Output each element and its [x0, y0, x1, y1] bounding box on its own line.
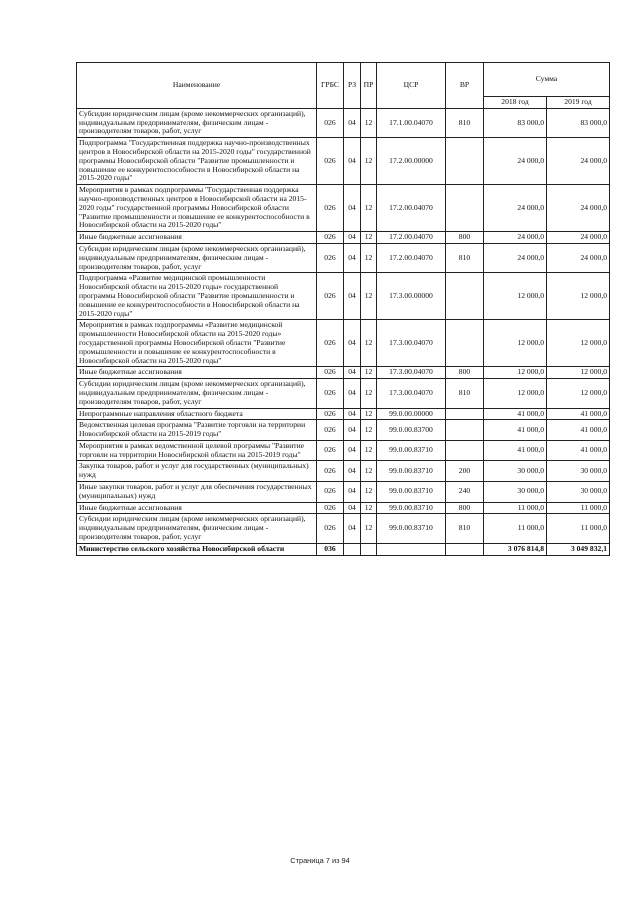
cell-name: Иные бюджетные ассигнования — [77, 367, 317, 379]
cell-grbs: 026 — [317, 440, 344, 461]
header-sum: Сумма — [484, 63, 610, 97]
cell-rz: 04 — [344, 232, 361, 244]
cell-grbs: 026 — [317, 514, 344, 543]
table-row — [77, 543, 610, 555]
cell-sum-2018: 11 000,0 — [484, 502, 547, 514]
budget-table — [76, 62, 610, 556]
cell-vr — [446, 543, 484, 555]
cell-sum-2018: 30 000,0 — [484, 482, 547, 503]
cell-name: Субсидии юридическим лицам (кроме некоммерческих организаций), индивидуальным предпринимателям, физическим лицам - производителям товаров, работ, услуг — [77, 243, 317, 272]
cell-rz: 04 — [344, 320, 361, 367]
cell-sum-2019: 24 000,0 — [547, 232, 610, 244]
cell-grbs: 026 — [317, 108, 344, 137]
cell-vr: 200 — [446, 461, 484, 482]
cell-sum-2018: 3 076 814,8 — [484, 543, 547, 555]
cell-csr: 17.2.00.04070 — [377, 243, 446, 272]
cell-sum-2019: 11 000,0 — [547, 502, 610, 514]
table-body — [77, 108, 610, 555]
cell-sum-2018: 11 000,0 — [484, 514, 547, 543]
cell-vr: 800 — [446, 232, 484, 244]
cell-rz: 04 — [344, 243, 361, 272]
cell-rz: 04 — [344, 138, 361, 185]
cell-sum-2019: 11 000,0 — [547, 514, 610, 543]
cell-name: Подпрограмма "Государственная поддержка научно-производственных центров в Новосибирской области на 2015-2020 годы" государственной программы Новосибирской области "Развитие промышленности и повышение ее конкурентоспособности в Новосибирской области на 2015-2020 годы" — [77, 138, 317, 185]
cell-csr: 17.2.00.04070 — [377, 185, 446, 232]
cell-grbs: 026 — [317, 367, 344, 379]
cell-rz: 04 — [344, 461, 361, 482]
cell-sum-2019: 41 000,0 — [547, 420, 610, 441]
cell-vr — [446, 320, 484, 367]
cell-rz: 04 — [344, 379, 361, 408]
table-row — [77, 367, 610, 379]
cell-vr — [446, 185, 484, 232]
cell-pr: 12 — [361, 408, 377, 420]
cell-pr: 12 — [361, 420, 377, 441]
cell-csr: 99.0.00.83710 — [377, 502, 446, 514]
cell-rz: 04 — [344, 273, 361, 320]
table-row — [77, 320, 610, 367]
cell-sum-2019: 30 000,0 — [547, 461, 610, 482]
cell-name: Мероприятия в рамках ведомственной целевой программы "Развитие торговли на территории Новосибирской области на 2015-2019 годы" — [77, 440, 317, 461]
table-row — [77, 502, 610, 514]
cell-name: Субсидии юридическим лицам (кроме некоммерческих организаций), индивидуальным предпринимателям, физическим лицам - производителям товаров, работ, услуг — [77, 379, 317, 408]
cell-sum-2019: 12 000,0 — [547, 273, 610, 320]
cell-name: Иные закупки товаров, работ и услуг для обеспечения государственных (муниципальных) нужд — [77, 482, 317, 503]
cell-name: Иные бюджетные ассигнования — [77, 502, 317, 514]
cell-sum-2018: 24 000,0 — [484, 232, 547, 244]
cell-vr: 800 — [446, 367, 484, 379]
cell-grbs: 026 — [317, 482, 344, 503]
cell-vr — [446, 420, 484, 441]
header-year-2018: 2018 год — [484, 97, 547, 109]
cell-sum-2019: 24 000,0 — [547, 243, 610, 272]
cell-rz: 04 — [344, 482, 361, 503]
cell-sum-2019: 83 000,0 — [547, 108, 610, 137]
cell-sum-2018: 41 000,0 — [484, 420, 547, 441]
cell-csr: 17.3.00.04070 — [377, 367, 446, 379]
cell-name: Ведомственная целевая программа "Развитие торговли на территории Новосибирской области на 2015-2019 годы" — [77, 420, 317, 441]
cell-name: Субсидии юридическим лицам (кроме некоммерческих организаций), индивидуальным предпринимателям, физическим лицам - производителям товаров, работ, услуг — [77, 514, 317, 543]
cell-csr: 99.0.00.83710 — [377, 461, 446, 482]
table-row — [77, 138, 610, 185]
cell-pr: 12 — [361, 461, 377, 482]
cell-sum-2019: 41 000,0 — [547, 440, 610, 461]
cell-rz: 04 — [344, 185, 361, 232]
cell-grbs: 026 — [317, 243, 344, 272]
cell-pr: 12 — [361, 185, 377, 232]
cell-pr: 12 — [361, 243, 377, 272]
cell-sum-2019: 24 000,0 — [547, 138, 610, 185]
cell-pr: 12 — [361, 367, 377, 379]
cell-csr: 99.0.00.83710 — [377, 440, 446, 461]
cell-pr: 12 — [361, 232, 377, 244]
cell-grbs: 026 — [317, 502, 344, 514]
cell-name: Непрограммные направления областного бюджета — [77, 408, 317, 420]
table-row — [77, 232, 610, 244]
cell-rz: 04 — [344, 502, 361, 514]
header-year-2019: 2019 год — [547, 97, 610, 109]
cell-name: Мероприятия в рамках подпрограммы "Государственная поддержка научно-производственных центров в Новосибирской области на 2015-2020 годы" государственной программы Новосибирской области "Развитие промышленности и повышение ее конкурентоспособности в Новосибирской области на 2015-2020 годы" — [77, 185, 317, 232]
cell-rz: 04 — [344, 367, 361, 379]
cell-name: Министерство сельского хозяйства Новосибирской области — [77, 543, 317, 555]
cell-pr: 12 — [361, 502, 377, 514]
cell-vr — [446, 408, 484, 420]
cell-vr: 810 — [446, 108, 484, 137]
cell-vr — [446, 440, 484, 461]
cell-vr: 800 — [446, 502, 484, 514]
cell-grbs: 026 — [317, 408, 344, 420]
header-grbs: ГРБС — [317, 63, 344, 109]
cell-sum-2019: 24 000,0 — [547, 185, 610, 232]
cell-csr: 17.3.00.04070 — [377, 320, 446, 367]
table-row — [77, 420, 610, 441]
cell-sum-2019: 41 000,0 — [547, 408, 610, 420]
cell-pr: 12 — [361, 482, 377, 503]
cell-grbs: 026 — [317, 138, 344, 185]
cell-name: Субсидии юридическим лицам (кроме некоммерческих организаций), индивидуальным предпринимателям, физическим лицам - производителям товаров, работ, услуг — [77, 108, 317, 137]
cell-sum-2018: 12 000,0 — [484, 320, 547, 367]
header-pr: ПР — [361, 63, 377, 109]
cell-grbs: 026 — [317, 232, 344, 244]
header-name: Наименование — [77, 63, 317, 109]
cell-rz — [344, 543, 361, 555]
cell-sum-2019: 30 000,0 — [547, 482, 610, 503]
cell-csr: 99.0.00.83700 — [377, 420, 446, 441]
cell-grbs: 026 — [317, 273, 344, 320]
cell-name: Мероприятия в рамках подпрограммы «Развитие медицинской промышленности Новосибирской области на 2015-2020 годы» государственной программы Новосибирской области "Развитие промышленности и повышение ее конкурентоспособности в Новосибирской области на 2015-2020 годы" — [77, 320, 317, 367]
cell-sum-2019: 12 000,0 — [547, 320, 610, 367]
cell-csr: 99.0.00.00000 — [377, 408, 446, 420]
cell-pr: 12 — [361, 108, 377, 137]
cell-csr: 17.2.00.04070 — [377, 232, 446, 244]
cell-name: Иные бюджетные ассигнования — [77, 232, 317, 244]
cell-sum-2018: 24 000,0 — [484, 138, 547, 185]
table-header — [77, 63, 610, 109]
cell-csr: 17.2.00.00000 — [377, 138, 446, 185]
table-row — [77, 108, 610, 137]
header-vr: ВР — [446, 63, 484, 109]
cell-csr: 99.0.00.83710 — [377, 482, 446, 503]
cell-name: Подпрограмма «Развитие медицинской промышленности Новосибирской области на 2015-2020 годы» государственной программы Новосибирской области "Развитие промышленности и повышение ее конкурентоспособности в Новосибирской области на 2015-2020 годы" — [77, 273, 317, 320]
cell-pr — [361, 543, 377, 555]
cell-pr: 12 — [361, 379, 377, 408]
cell-pr: 12 — [361, 138, 377, 185]
cell-vr: 810 — [446, 243, 484, 272]
cell-vr — [446, 273, 484, 320]
cell-vr: 810 — [446, 514, 484, 543]
cell-csr: 17.1.00.04070 — [377, 108, 446, 137]
cell-vr: 240 — [446, 482, 484, 503]
table-row — [77, 273, 610, 320]
cell-sum-2018: 12 000,0 — [484, 273, 547, 320]
cell-sum-2018: 24 000,0 — [484, 185, 547, 232]
cell-sum-2018: 41 000,0 — [484, 440, 547, 461]
cell-csr: 99.0.00.83710 — [377, 514, 446, 543]
cell-grbs: 026 — [317, 420, 344, 441]
table-row — [77, 408, 610, 420]
table-row — [77, 243, 610, 272]
table-row — [77, 379, 610, 408]
table-row — [77, 514, 610, 543]
table-row — [77, 185, 610, 232]
cell-rz: 04 — [344, 440, 361, 461]
cell-csr — [377, 543, 446, 555]
cell-name: Закупка товаров, работ и услуг для государственных (муниципальных) нужд — [77, 461, 317, 482]
cell-csr: 17.3.00.00000 — [377, 273, 446, 320]
cell-sum-2019: 12 000,0 — [547, 367, 610, 379]
cell-sum-2018: 12 000,0 — [484, 379, 547, 408]
cell-pr: 12 — [361, 320, 377, 367]
cell-grbs: 036 — [317, 543, 344, 555]
cell-grbs: 026 — [317, 461, 344, 482]
header-csr: ЦСР — [377, 63, 446, 109]
cell-rz: 04 — [344, 108, 361, 137]
cell-rz: 04 — [344, 514, 361, 543]
cell-rz: 04 — [344, 420, 361, 441]
cell-sum-2019: 12 000,0 — [547, 379, 610, 408]
cell-rz: 04 — [344, 408, 361, 420]
cell-pr: 12 — [361, 440, 377, 461]
cell-grbs: 026 — [317, 320, 344, 367]
header-rz: РЗ — [344, 63, 361, 109]
cell-sum-2018: 24 000,0 — [484, 243, 547, 272]
table-row — [77, 482, 610, 503]
table-row — [77, 440, 610, 461]
cell-pr: 12 — [361, 514, 377, 543]
cell-vr — [446, 138, 484, 185]
table-row — [77, 461, 610, 482]
cell-sum-2018: 41 000,0 — [484, 408, 547, 420]
page-number: Страница 7 из 94 — [290, 856, 350, 865]
cell-sum-2018: 30 000,0 — [484, 461, 547, 482]
cell-vr: 810 — [446, 379, 484, 408]
cell-pr: 12 — [361, 273, 377, 320]
cell-grbs: 026 — [317, 185, 344, 232]
cell-sum-2018: 83 000,0 — [484, 108, 547, 137]
cell-sum-2019: 3 049 832,1 — [547, 543, 610, 555]
cell-grbs: 026 — [317, 379, 344, 408]
cell-csr: 17.3.00.04070 — [377, 379, 446, 408]
cell-sum-2018: 12 000,0 — [484, 367, 547, 379]
